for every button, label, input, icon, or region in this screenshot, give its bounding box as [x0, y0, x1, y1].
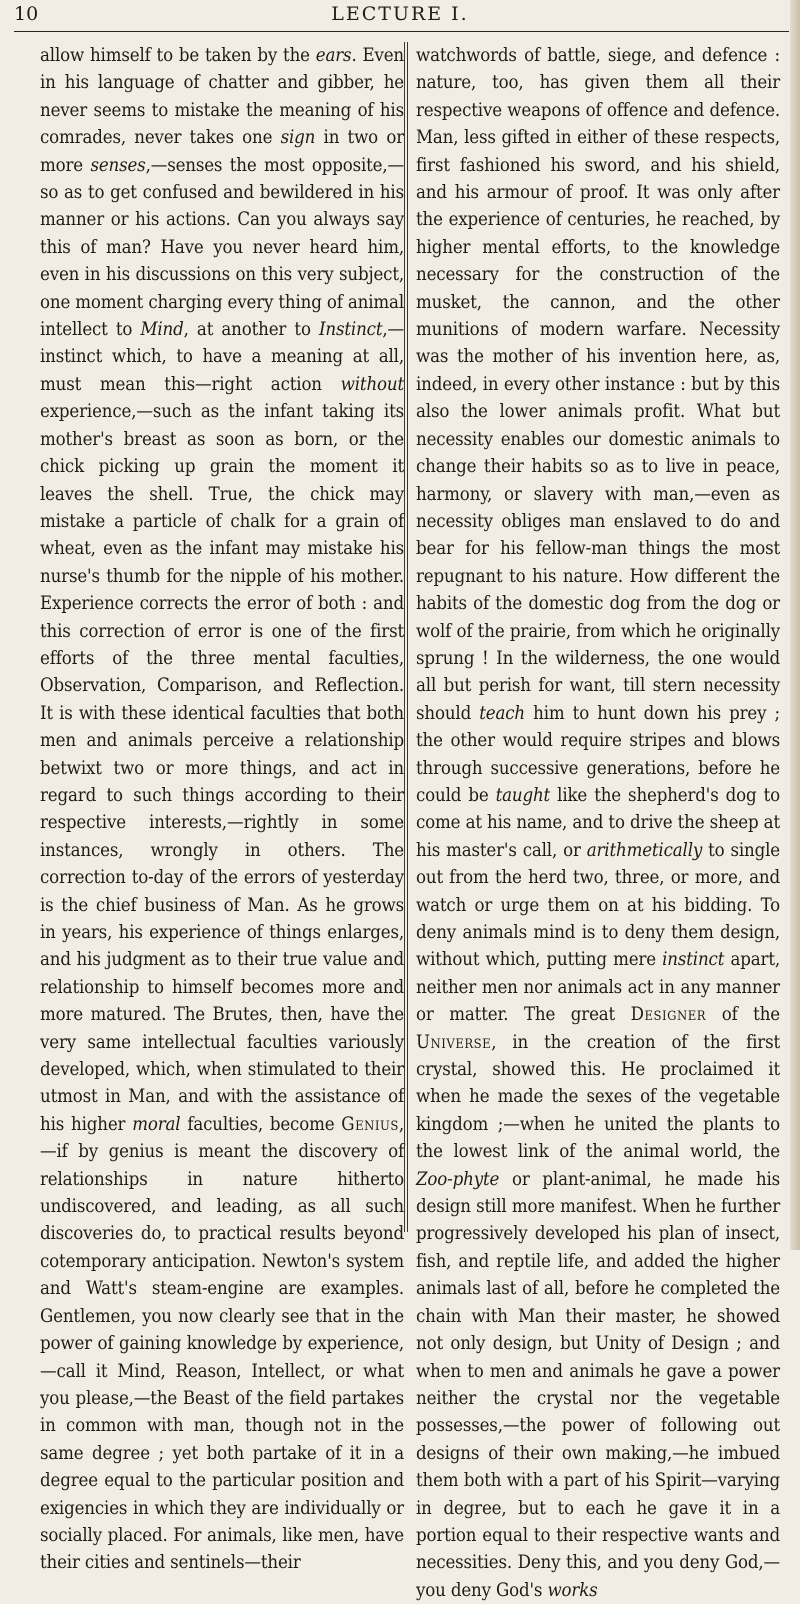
left-column-text: allow himself to be taken by the ears. Even in his language of chatter and gibber, he never seems to mistake the meaning of his comrades, never takes one sign in two or more senses,—senses the most opposite,—so as to get confused and bewildered in his manner or his actions. Can you always say this of man? Have you never heard him, even in his discussions on this very subject, one moment charging every thing of animal intellect to Mind, at another to Instinct,—instinct which, to have a meaning at all, must mean this—right action without experience,—such as the infant taking its mother's breast as soon as born, or the chick picking up grain the moment it leaves the shell. True, the chick may mistake a particle of chalk for a grain of wheat, even as the infant may mistake his nurse's thumb for the nipple of his mother. Experience corrects the error of both : and this correction of error is one of the first efforts of the three mental faculties, Observation, Comparison, and Reflection. It is with these identical faculties that both men and animals perceive a relationship betwixt two or more things, and act in regard to such things according to their respective interests,—rightly in some instances, wrongly in others. The correction to-day of the errors of yesterday is the chief business of Man. As he grows in years, his experience of things enlarges, and his judgment as to their true value and relationship to himself becomes more and more matured. The Brutes, then, have the very same intellectual faculties variously developed, which, when stimulated to their utmost in Man, and with the assistance of his higher moral faculties, become Genius,—if by genius is meant the discovery of relationships in nature hitherto undiscovered, and leading, as all such discoveries do, to practical results beyond cotemporary anticipation. Newton's system and Watt's steam-engine are examples. Gentlemen, you now clearly see that in the power of gaining knowledge by experience,—call it Mind, Reason, Intellect, or what you please,—the Beast of the field partakes in common with man, though not in the same degree ; yet both partake of it in a degree equal to the particular position and exigencies in which they are individually or socially placed. For animals, like men, have their cities and sentinels—their	[40, 45, 405, 1574]
page-number: 10	[14, 3, 39, 25]
left-column	[40, 42, 404, 1577]
right-column	[416, 42, 780, 1604]
column-divider-second	[407, 42, 409, 1232]
column-divider	[404, 42, 406, 1232]
header-rule	[14, 31, 789, 32]
page-header	[0, 0, 800, 40]
running-head: LECTURE I.	[331, 3, 469, 25]
right-column-text: watchwords of battle, siege, and defence : nature, too, has given them all their respective weapons of offence and defence. Man, less gifted in either of these respects, first fashioned his sword, and his shield, and his armour of proof. It was only after the experience of centuries, he reached, by higher mental efforts, to the knowledge necessary for the construction of the musket, the cannon, and the other munitions of modern warfare. Necessity was the mother of his invention here, as, indeed, in every other instance : but by this also the lower animals profit. What but necessity enables our domestic animals to change their habits so as to live in peace, harmony, or slavery with man,—even as necessity obliges man enslaved to do and bear for his fellow-man things the most repugnant to his nature. How different the habits of the domestic dog from the dog or wolf of the prairie, from which he originally sprung ! In the wilderness, the one would all but perish for want, till stern necessity should teach him to hunt down his prey ; the other would require stripes and blows through successive generations, before he could be taught like the shepherd's dog to come at his name, and to drive the sheep at his master's call, or arithmetically to single out from the herd two, three, or more, and watch or urge them on at his bidding. To deny animals mind is to deny them design, without which, putting mere instinct apart, neither men nor animals act in any manner or matter. The great Designer of the Universe, in the creation of the first crystal, showed this. He proclaimed it when he made the sexes of the vegetable kingdom ;—when he united the plants to the lowest link of the animal world, the Zoo-phyte or plant-animal, he made his design still more manifest. When he further progressively developed his plan of insect, fish, and reptile life, and added the higher animals last of all, before he completed the chain with Man their master, he showed not only design, but Unity of Design ; and when to men and animals he gave a power neither the crystal nor the vegetable possesses,—the power of following out designs of their own making,—he imbued them both with a part of his Spirit—varying in degree, but to each he gave it in a portion equal to their respective wants and necessities. Deny this, and you deny God,—you deny God's works	[416, 45, 780, 1601]
page-edge	[790, 0, 800, 1250]
